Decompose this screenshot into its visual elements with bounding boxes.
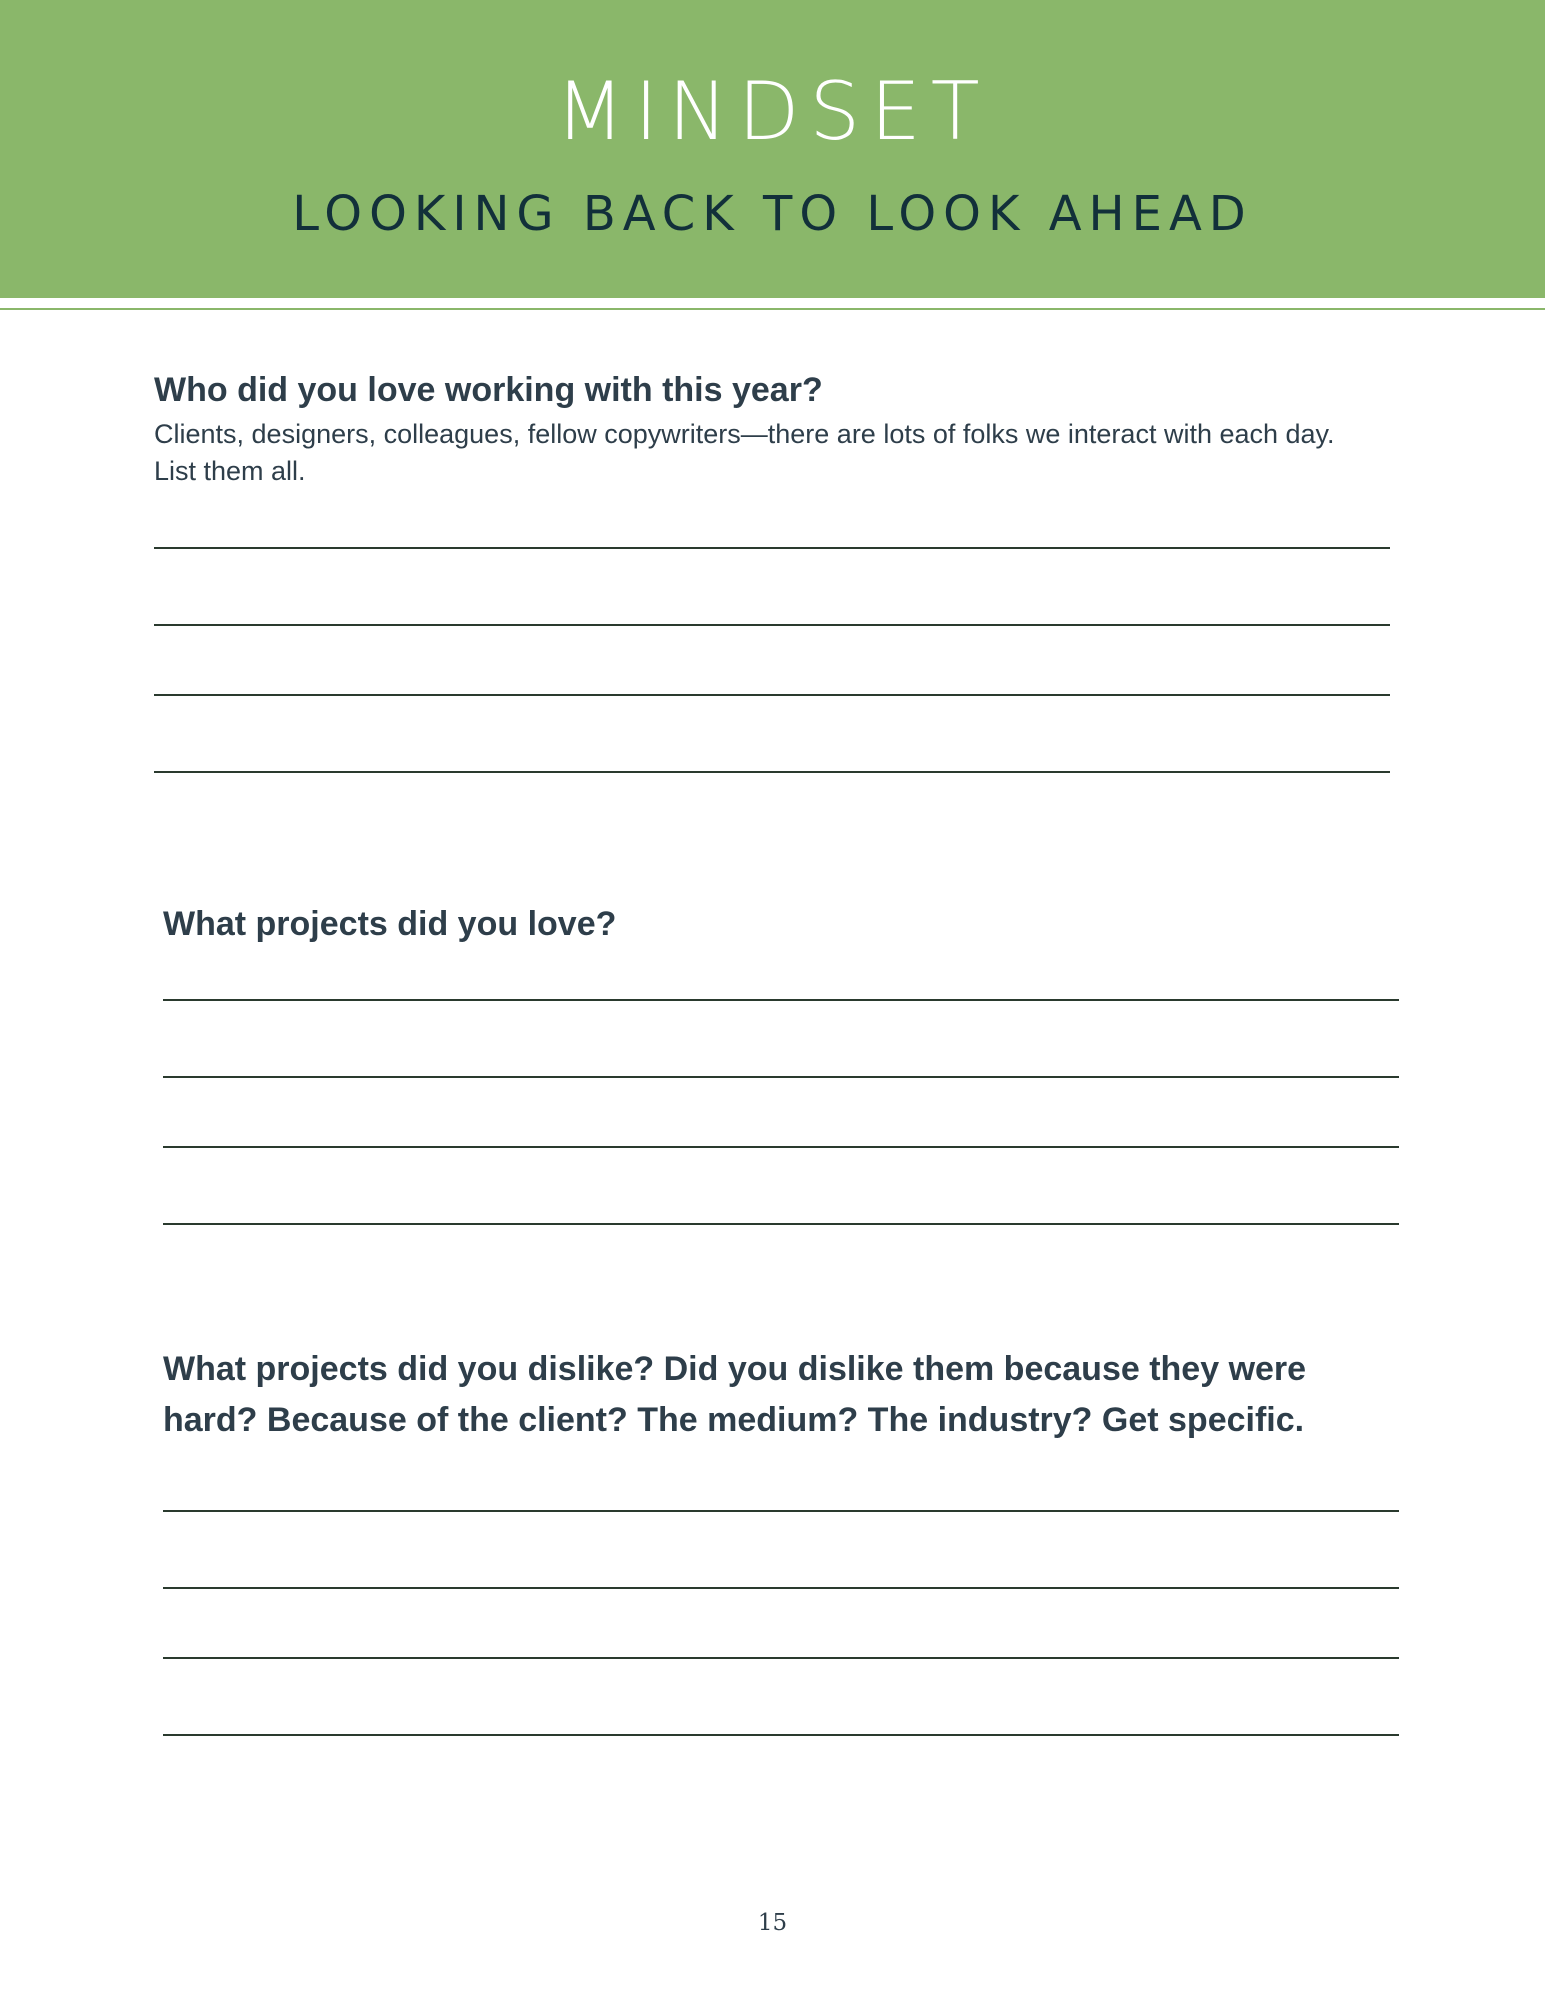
question-section-3 xyxy=(163,1344,1403,1446)
answer-line-3-4[interactable] xyxy=(163,1734,1399,1736)
answer-line-1-4[interactable] xyxy=(154,771,1390,773)
answer-line-2-3[interactable] xyxy=(163,1146,1399,1148)
question-section-2 xyxy=(163,899,1403,950)
answer-line-1-1[interactable] xyxy=(154,547,1390,549)
page-number: 15 xyxy=(757,1910,788,1936)
answer-line-1-3[interactable] xyxy=(154,694,1390,696)
question-3-text: What projects did you dislike? Did you dislike them because they were hard? Because of the client? The medium? The industry? Get specific. xyxy=(163,1350,1307,1439)
page-subtitle: LOOKING BACK TO LOOK AHEAD xyxy=(292,186,1253,242)
page-title: MINDSET xyxy=(555,65,990,158)
answer-line-1-2[interactable] xyxy=(154,624,1390,626)
answer-line-2-1[interactable] xyxy=(163,999,1399,1001)
answer-line-2-4[interactable] xyxy=(163,1223,1399,1225)
answer-line-3-3[interactable] xyxy=(163,1657,1399,1659)
header-divider xyxy=(0,308,1545,310)
question-2-text: What projects did you love? xyxy=(163,905,617,943)
question-1-text: Who did you love working with this year? xyxy=(154,371,823,409)
answer-line-3-2[interactable] xyxy=(163,1587,1399,1589)
question-1-hint: Clients, designers, colleagues, fellow copywriters—there are lots of folks we interact with each day. List them all. xyxy=(154,419,1335,486)
answer-line-2-2[interactable] xyxy=(163,1076,1399,1078)
question-section-1 xyxy=(154,365,1394,490)
answer-line-3-1[interactable] xyxy=(163,1510,1399,1512)
